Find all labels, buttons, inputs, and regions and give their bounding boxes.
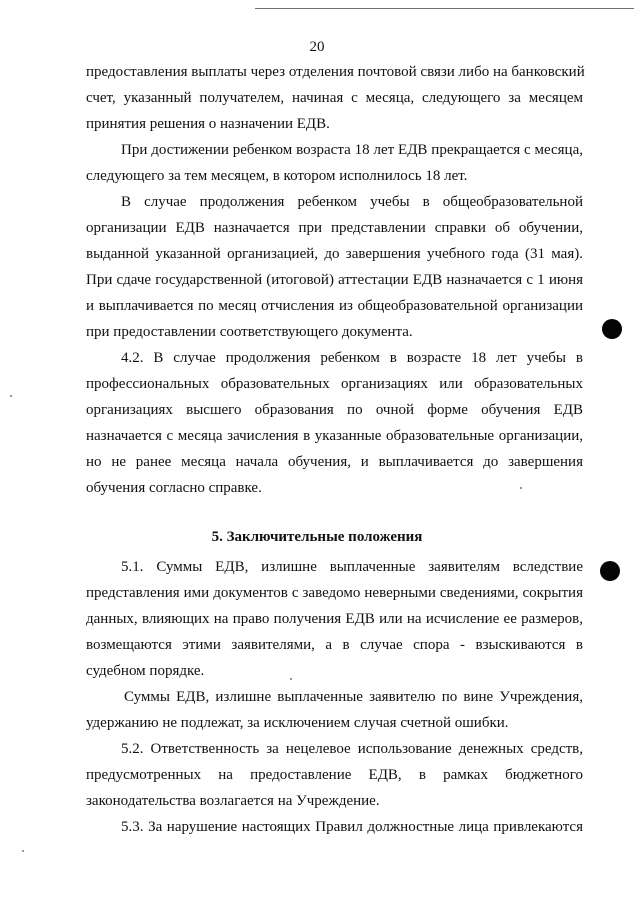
text-line: счет, указанный получателем, начиная с месяца, следующего за месяцем (86, 90, 583, 106)
text-line: обучения согласно справке. (86, 480, 262, 496)
text-line: 5.2. Ответственность за нецелевое использование денежных средств, (121, 741, 583, 757)
text-line: 5.1. Суммы ЕДВ, излишне выплаченные заявителям вследствие (121, 559, 583, 575)
text-line: но не ранее месяца начала обучения, и выплачивается до завершения (86, 454, 583, 470)
punch-hole (602, 319, 622, 339)
text-line: удержанию не подлежат, за исключением случая счетной ошибки. (86, 715, 509, 731)
text-line: законодательства возлагается на Учреждение. (86, 793, 380, 809)
text-line: В случае продолжения ребенком учебы в общеобразовательной (121, 194, 583, 210)
text-line: профессиональных образовательных организациях или образовательных (86, 376, 583, 392)
text-line: выданной указанной организацией, до завершения учебного года (31 мая). (86, 246, 583, 262)
text-line: судебном порядке. (86, 663, 205, 679)
text-line: При сдаче государственной (итоговой) аттестации ЕДВ назначается с 1 июня (86, 272, 583, 288)
text-line: представления ими документов с заведомо неверными сведениями, сокрытия (86, 585, 583, 601)
text-line: При достижении ребенком возраста 18 лет ЕДВ прекращается с месяца, (121, 142, 583, 158)
text-line: предусмотренных на предоставление ЕДВ, в рамках бюджетного (86, 767, 583, 783)
text-line: 5.3. За нарушение настоящих Правил должностные лица привлекаются (121, 819, 583, 835)
text-line: при предоставлении соответствующего документа. (86, 324, 413, 340)
text-line: 4.2. В случае продолжения ребенком в возрасте 18 лет учебы в (121, 350, 583, 366)
section-heading: 5. Заключительные положения (211, 529, 423, 545)
text-line: организациях высшего образования по очной форме обучения ЕДВ (86, 402, 583, 418)
text-line: принятия решения о назначении ЕДВ. (86, 116, 330, 132)
page-number: 20 (309, 39, 325, 55)
scan-speck (520, 487, 522, 489)
text-line: данных, влияющих на право получения ЕДВ или на исчисление ее размеров, (86, 611, 583, 627)
scan-speck (22, 850, 24, 852)
text-line: Суммы ЕДВ, излишне выплаченные заявителю по вине Учреждения, (124, 689, 583, 705)
text-line: организации ЕДВ назначается при представлении справки об обучении, (86, 220, 583, 236)
scan-speck (290, 678, 292, 680)
text-line: возмещаются этими заявителями, а в случае спора - взыскиваются в (86, 637, 583, 653)
scan-speck (10, 395, 12, 397)
text-line: следующего за тем месяцем, в котором исполнилось 18 лет. (86, 168, 468, 184)
punch-hole (600, 561, 620, 581)
text-line: назначается с месяца зачисления в указанные образовательные организации, (86, 428, 583, 444)
text-line: предоставления выплаты через отделения почтовой связи либо на банковский (86, 64, 585, 80)
text-line: и выплачивается по месяц отчисления из общеобразовательной организации (86, 298, 583, 314)
scan-top-border (255, 8, 634, 9)
